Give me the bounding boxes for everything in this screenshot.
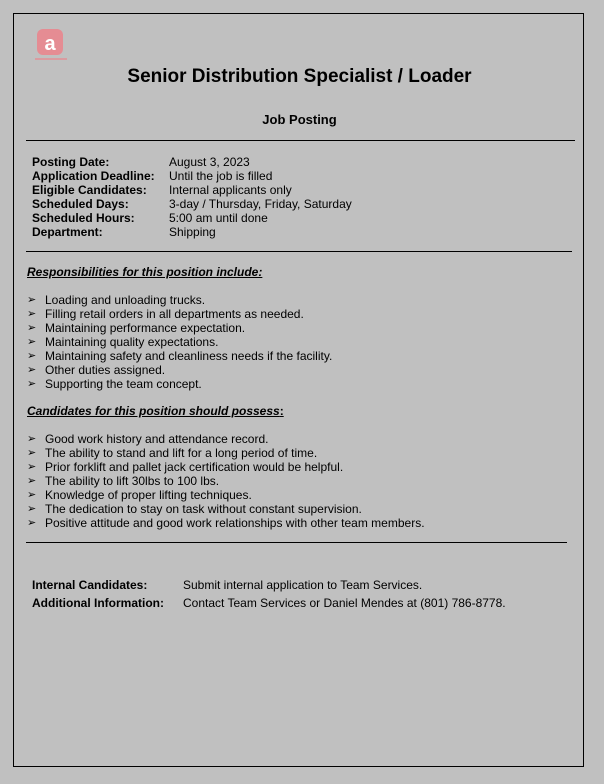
- arrowhead-bullet-icon: ➢: [27, 308, 37, 320]
- arrowhead-bullet-icon: ➢: [27, 378, 37, 390]
- qualifications-heading-text: Candidates for this position should possess: [27, 404, 280, 418]
- page-title: Senior Distribution Specialist / Loader: [127, 66, 472, 87]
- list-item-text: The ability to stand and lift for a long period of time.: [45, 446, 318, 460]
- list-item: [27, 363, 332, 377]
- arrowhead-bullet-icon: ➢: [27, 461, 37, 473]
- list-item-text: Maintaining performance expectation.: [45, 321, 246, 335]
- list-item: [27, 293, 332, 307]
- list-item-text: Positive attitude and good work relationships with other team members.: [45, 516, 425, 530]
- divider-top: [26, 140, 575, 141]
- responsibilities-heading-text: Responsibilities for this position include:: [27, 265, 263, 279]
- list-item-text: Loading and unloading trucks.: [45, 293, 206, 307]
- footer-value: Contact Team Services or Daniel Mendes at (801) 786-8778.: [183, 596, 506, 610]
- list-item-text: The ability to lift 30lbs to 100 lbs.: [45, 474, 220, 488]
- arrowhead-bullet-icon: ➢: [27, 322, 37, 334]
- list-item-text: The dedication to stay on task without constant supervision.: [45, 502, 362, 516]
- list-item: [27, 502, 425, 516]
- info-label: Scheduled Days:: [32, 197, 129, 211]
- info-value: Until the job is filled: [169, 169, 273, 183]
- info-value: August 3, 2023: [169, 155, 250, 169]
- arrowhead-bullet-icon: ➢: [27, 294, 37, 306]
- svg-text:a: a: [44, 33, 56, 55]
- list-item: [27, 377, 332, 391]
- list-item: [27, 446, 425, 460]
- responsibilities-list: [27, 293, 332, 391]
- logo-icon: [35, 27, 75, 67]
- qualifications-list: [27, 432, 425, 530]
- list-item: [27, 474, 425, 488]
- info-row: [32, 211, 352, 225]
- footer-row: [32, 576, 506, 594]
- arrowhead-bullet-icon: ➢: [27, 350, 37, 362]
- info-label: Application Deadline:: [32, 169, 155, 183]
- list-item: [27, 349, 332, 363]
- arrowhead-bullet-icon: ➢: [27, 475, 37, 487]
- footer-row: [32, 594, 506, 612]
- arrowhead-bullet-icon: ➢: [27, 517, 37, 529]
- contact-info: [32, 576, 506, 612]
- arrowhead-bullet-icon: ➢: [27, 503, 37, 515]
- list-item-text: Maintaining safety and cleanliness needs if the facility.: [45, 349, 333, 363]
- divider-info: [26, 251, 572, 252]
- list-item: [27, 432, 425, 446]
- list-item-text: Maintaining quality expectations.: [45, 335, 219, 349]
- qualifications-heading-colon: :: [279, 404, 284, 418]
- job-posting-document: [13, 13, 584, 767]
- info-row: [32, 169, 352, 183]
- info-value: 5:00 am until done: [169, 211, 268, 225]
- arrowhead-bullet-icon: ➢: [27, 447, 37, 459]
- info-row: [32, 155, 352, 169]
- list-item: [27, 321, 332, 335]
- list-item: [27, 307, 332, 321]
- arrowhead-bullet-icon: ➢: [27, 336, 37, 348]
- info-row: [32, 183, 352, 197]
- qualifications-heading: [27, 404, 284, 418]
- arrowhead-bullet-icon: ➢: [27, 433, 37, 445]
- page-subtitle: Job Posting: [262, 112, 337, 127]
- list-item: [27, 460, 425, 474]
- list-item-text: Good work history and attendance record.: [45, 432, 269, 446]
- arrowhead-bullet-icon: ➢: [27, 489, 37, 501]
- info-label: Posting Date:: [32, 155, 110, 169]
- info-row: [32, 225, 352, 239]
- divider-bottom: [26, 542, 567, 543]
- list-item-text: Knowledge of proper lifting techniques.: [45, 488, 252, 502]
- footer-label: Internal Candidates:: [32, 578, 148, 592]
- info-value: Internal applicants only: [169, 183, 292, 197]
- list-item-text: Supporting the team concept.: [45, 377, 202, 391]
- arrowhead-bullet-icon: ➢: [27, 364, 37, 376]
- posting-info: [32, 155, 352, 239]
- responsibilities-heading: [27, 265, 262, 279]
- list-item-text: Prior forklift and pallet jack certification would be helpful.: [45, 460, 344, 474]
- info-row: [32, 197, 352, 211]
- info-label: Scheduled Hours:: [32, 211, 135, 225]
- list-item: [27, 335, 332, 349]
- info-value: 3-day / Thursday, Friday, Saturday: [169, 197, 352, 211]
- list-item-text: Other duties assigned.: [45, 363, 166, 377]
- list-item-text: Filling retail orders in all departments as needed.: [45, 307, 304, 321]
- footer-label: Additional Information:: [32, 596, 164, 610]
- list-item: [27, 516, 425, 530]
- info-value: Shipping: [169, 225, 216, 239]
- info-label: Department:: [32, 225, 103, 239]
- list-item: [27, 488, 425, 502]
- info-label: Eligible Candidates:: [32, 183, 147, 197]
- footer-value: Submit internal application to Team Services.: [183, 578, 423, 592]
